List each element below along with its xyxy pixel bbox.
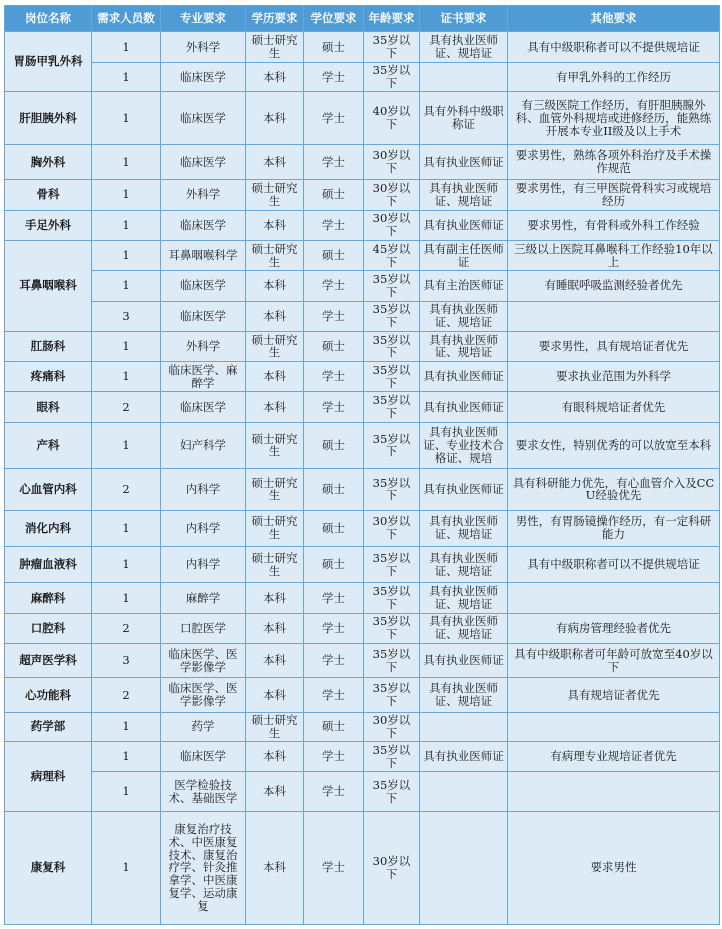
table-row — [5, 271, 720, 301]
header-major: 专业要求 — [161, 6, 246, 32]
degree-cell: 学士 — [304, 210, 364, 240]
education-cell: 本科 — [246, 271, 304, 301]
other-cell: 要求男性，具有规培证者优先 — [508, 331, 720, 361]
degree-cell: 硕士 — [304, 422, 364, 468]
age-cell: 30岁以下 — [364, 811, 420, 924]
other-cell: 有眼科规培证者优先 — [508, 392, 720, 422]
education-cell: 硕士研究生 — [246, 331, 304, 361]
major-cell: 外科学 — [161, 331, 246, 361]
other-cell: 男性，有胃肠镜操作经历，有一定科研能力 — [508, 510, 720, 546]
certificate-cell: 具有执业医师证 — [420, 742, 508, 772]
department-name: 麻醉科 — [5, 583, 92, 613]
department-name: 心血管内科 — [5, 469, 92, 510]
table-row — [5, 362, 720, 392]
education-cell: 硕士研究生 — [246, 32, 304, 63]
department-name: 消化内科 — [5, 510, 92, 546]
degree-cell: 硕士 — [304, 331, 364, 361]
age-cell: 35岁以下 — [364, 271, 420, 301]
table-row — [5, 392, 720, 422]
age-cell: 35岁以下 — [364, 742, 420, 772]
header-certificate: 证书要求 — [420, 6, 508, 32]
major-cell: 临床医学 — [161, 271, 246, 301]
education-cell: 本科 — [246, 392, 304, 422]
count-cell: 1 — [92, 331, 161, 361]
major-cell: 临床医学 — [161, 742, 246, 772]
education-cell: 本科 — [246, 92, 304, 145]
age-cell: 35岁以下 — [364, 362, 420, 392]
major-cell: 临床医学 — [161, 392, 246, 422]
education-cell: 本科 — [246, 613, 304, 643]
certificate-cell: 具有执业医师证、规培证 — [420, 613, 508, 643]
other-cell: 要求执业范围为外科学 — [508, 362, 720, 392]
major-cell: 内科学 — [161, 510, 246, 546]
count-cell: 1 — [92, 583, 161, 613]
department-name: 超声医学科 — [5, 644, 92, 678]
count-cell: 1 — [92, 712, 161, 741]
count-cell: 1 — [92, 240, 161, 270]
other-cell — [508, 712, 720, 741]
certificate-cell: 具有执业医师证、规培证 — [420, 301, 508, 331]
other-cell — [508, 301, 720, 331]
department-name: 口腔科 — [5, 613, 92, 643]
major-cell: 临床医学 — [161, 301, 246, 331]
major-cell: 临床医学 — [161, 210, 246, 240]
age-cell: 35岁以下 — [364, 678, 420, 712]
count-cell: 1 — [92, 510, 161, 546]
count-cell: 2 — [92, 613, 161, 643]
age-cell: 35岁以下 — [364, 392, 420, 422]
degree-cell: 学士 — [304, 742, 364, 772]
other-cell: 要求男性，有骨科或外科工作经验 — [508, 210, 720, 240]
education-cell: 本科 — [246, 742, 304, 772]
certificate-cell — [420, 811, 508, 924]
table-row — [5, 210, 720, 240]
other-cell: 具有科研能力优先，有心血管介入及CCU经验优先 — [508, 469, 720, 510]
degree-cell: 硕士 — [304, 240, 364, 270]
degree-cell: 学士 — [304, 63, 364, 92]
major-cell: 临床医学、医学影像学 — [161, 644, 246, 678]
education-cell: 本科 — [246, 63, 304, 92]
department-name: 胸外科 — [5, 144, 92, 179]
education-cell: 本科 — [246, 772, 304, 811]
department-name: 肿瘤血液科 — [5, 547, 92, 583]
table-row — [5, 331, 720, 361]
degree-cell: 学士 — [304, 392, 364, 422]
major-cell: 临床医学 — [161, 92, 246, 145]
major-cell: 临床医学 — [161, 63, 246, 92]
major-cell: 外科学 — [161, 32, 246, 63]
education-cell: 硕士研究生 — [246, 547, 304, 583]
department-name: 骨科 — [5, 180, 92, 210]
department-name: 疼痛科 — [5, 362, 92, 392]
education-cell: 硕士研究生 — [246, 180, 304, 210]
education-cell: 本科 — [246, 301, 304, 331]
degree-cell: 硕士 — [304, 547, 364, 583]
education-cell: 硕士研究生 — [246, 712, 304, 741]
certificate-cell: 具有执业医师证 — [420, 210, 508, 240]
table-row — [5, 811, 720, 924]
department-name: 耳鼻咽喉科 — [5, 240, 92, 331]
count-cell: 1 — [92, 63, 161, 92]
other-cell — [508, 583, 720, 613]
major-cell: 外科学 — [161, 180, 246, 210]
education-cell: 本科 — [246, 362, 304, 392]
age-cell: 30岁以下 — [364, 180, 420, 210]
count-cell: 1 — [92, 180, 161, 210]
other-cell: 具有中级职称者可年龄可放宽至40岁以下 — [508, 644, 720, 678]
department-name: 眼科 — [5, 392, 92, 422]
degree-cell: 硕士 — [304, 510, 364, 546]
department-name: 手足外科 — [5, 210, 92, 240]
count-cell: 1 — [92, 811, 161, 924]
degree-cell: 硕士 — [304, 469, 364, 510]
age-cell: 30岁以下 — [364, 510, 420, 546]
major-cell: 麻醉学 — [161, 583, 246, 613]
department-name: 病理科 — [5, 742, 92, 812]
table-row — [5, 772, 720, 811]
degree-cell: 学士 — [304, 301, 364, 331]
certificate-cell: 具有执业医师证、规培证 — [420, 583, 508, 613]
table-row — [5, 92, 720, 145]
age-cell: 35岁以下 — [364, 422, 420, 468]
education-cell: 本科 — [246, 144, 304, 179]
other-cell: 有病理专业规培证者优先 — [508, 742, 720, 772]
certificate-cell: 具有执业医师证 — [420, 392, 508, 422]
count-cell: 3 — [92, 644, 161, 678]
table-row — [5, 742, 720, 772]
education-cell: 硕士研究生 — [246, 240, 304, 270]
education-cell: 本科 — [246, 583, 304, 613]
table-row — [5, 712, 720, 741]
education-cell: 本科 — [246, 811, 304, 924]
certificate-cell: 具有执业医师证、规培证 — [420, 180, 508, 210]
major-cell: 药学 — [161, 712, 246, 741]
age-cell: 35岁以下 — [364, 63, 420, 92]
other-cell: 有病房管理经验者优先 — [508, 613, 720, 643]
certificate-cell: 具有外科中级职称证 — [420, 92, 508, 145]
certificate-cell: 具有主治医师证 — [420, 271, 508, 301]
table-row — [5, 644, 720, 678]
count-cell: 1 — [92, 92, 161, 145]
certificate-cell: 具有执业医师证、规培证 — [420, 32, 508, 63]
education-cell: 本科 — [246, 210, 304, 240]
major-cell: 临床医学、麻醉学 — [161, 362, 246, 392]
table-row — [5, 583, 720, 613]
other-cell: 三级以上医院耳鼻喉科工作经验10年以上 — [508, 240, 720, 270]
header-position: 岗位名称 — [5, 6, 92, 32]
degree-cell: 学士 — [304, 583, 364, 613]
major-cell: 妇产科学 — [161, 422, 246, 468]
certificate-cell: 具有执业医师证、规培证 — [420, 547, 508, 583]
major-cell: 内科学 — [161, 547, 246, 583]
certificate-cell: 具有执业医师证、规培证 — [420, 678, 508, 712]
other-cell: 要求男性 — [508, 811, 720, 924]
certificate-cell: 具有执业医师证、专业技术合格证、规培 — [420, 422, 508, 468]
other-cell: 要求男性，有三甲医院骨科实习或规培经历 — [508, 180, 720, 210]
other-cell: 有睡眠呼吸监测经验者优先 — [508, 271, 720, 301]
table-row — [5, 613, 720, 643]
header-row — [5, 6, 720, 32]
major-cell: 耳鼻咽喉科学 — [161, 240, 246, 270]
department-name: 肝胆胰外科 — [5, 92, 92, 145]
department-name: 产科 — [5, 422, 92, 468]
education-cell: 本科 — [246, 644, 304, 678]
recruitment-table — [4, 5, 720, 925]
age-cell: 35岁以下 — [364, 583, 420, 613]
other-cell — [508, 772, 720, 811]
degree-cell: 硕士 — [304, 180, 364, 210]
table-row — [5, 678, 720, 712]
degree-cell: 学士 — [304, 92, 364, 145]
department-name: 心功能科 — [5, 678, 92, 712]
other-cell: 具有中级职称者可以不提供规培证 — [508, 32, 720, 63]
major-cell: 内科学 — [161, 469, 246, 510]
education-cell: 硕士研究生 — [246, 422, 304, 468]
table-row — [5, 63, 720, 92]
degree-cell: 硕士 — [304, 712, 364, 741]
department-name: 肛肠科 — [5, 331, 92, 361]
other-cell: 要求女性，特别优秀的可以放宽至本科 — [508, 422, 720, 468]
age-cell: 35岁以下 — [364, 301, 420, 331]
degree-cell: 学士 — [304, 644, 364, 678]
certificate-cell — [420, 712, 508, 741]
major-cell: 医学检验技术、基础医学 — [161, 772, 246, 811]
table-row — [5, 180, 720, 210]
age-cell: 35岁以下 — [364, 331, 420, 361]
major-cell: 口腔医学 — [161, 613, 246, 643]
count-cell: 1 — [92, 271, 161, 301]
table-row — [5, 510, 720, 546]
degree-cell: 学士 — [304, 362, 364, 392]
age-cell: 40岁以下 — [364, 92, 420, 145]
age-cell: 30岁以下 — [364, 210, 420, 240]
department-name: 胃肠甲乳外科 — [5, 32, 92, 92]
count-cell: 1 — [92, 32, 161, 63]
age-cell: 35岁以下 — [364, 613, 420, 643]
department-name: 药学部 — [5, 712, 92, 741]
table-row — [5, 240, 720, 270]
education-cell: 本科 — [246, 678, 304, 712]
other-cell: 具有规培证者优先 — [508, 678, 720, 712]
table-row — [5, 301, 720, 331]
count-cell: 2 — [92, 678, 161, 712]
degree-cell: 学士 — [304, 144, 364, 179]
header-age: 年龄要求 — [364, 6, 420, 32]
other-cell: 有甲乳外科的工作经历 — [508, 63, 720, 92]
header-other: 其他要求 — [508, 6, 720, 32]
certificate-cell: 具有执业医师证 — [420, 362, 508, 392]
age-cell: 45岁以下 — [364, 240, 420, 270]
table-row — [5, 469, 720, 510]
age-cell: 30岁以下 — [364, 144, 420, 179]
certificate-cell: 具有副主任医师证 — [420, 240, 508, 270]
certificate-cell — [420, 63, 508, 92]
certificate-cell: 具有执业医师证、规培证 — [420, 331, 508, 361]
count-cell: 1 — [92, 362, 161, 392]
certificate-cell: 具有执业医师证、规培证 — [420, 510, 508, 546]
degree-cell: 学士 — [304, 678, 364, 712]
education-cell: 硕士研究生 — [246, 510, 304, 546]
major-cell: 康复治疗技术、中医康复技术、康复治疗学、针灸推拿学、中医康复学、运动康复 — [161, 811, 246, 924]
age-cell: 35岁以下 — [364, 32, 420, 63]
count-cell: 1 — [92, 547, 161, 583]
count-cell: 1 — [92, 422, 161, 468]
degree-cell: 硕士 — [304, 32, 364, 63]
count-cell: 3 — [92, 301, 161, 331]
certificate-cell: 具有执业医师证 — [420, 144, 508, 179]
count-cell: 1 — [92, 210, 161, 240]
age-cell: 35岁以下 — [364, 547, 420, 583]
other-cell: 要求男性，熟练各项外科治疗及手术操作规范 — [508, 144, 720, 179]
table-row — [5, 547, 720, 583]
certificate-cell — [420, 772, 508, 811]
department-name: 康复科 — [5, 811, 92, 924]
certificate-cell: 具有执业医师证 — [420, 644, 508, 678]
degree-cell: 学士 — [304, 772, 364, 811]
certificate-cell: 具有执业医师证 — [420, 469, 508, 510]
major-cell: 临床医学、医学影像学 — [161, 678, 246, 712]
count-cell: 1 — [92, 144, 161, 179]
table-row — [5, 32, 720, 63]
degree-cell: 学士 — [304, 271, 364, 301]
age-cell: 35岁以下 — [364, 644, 420, 678]
degree-cell: 学士 — [304, 613, 364, 643]
count-cell: 1 — [92, 772, 161, 811]
major-cell: 临床医学 — [161, 144, 246, 179]
education-cell: 硕士研究生 — [246, 469, 304, 510]
age-cell: 35岁以下 — [364, 772, 420, 811]
degree-cell: 学士 — [304, 811, 364, 924]
count-cell: 2 — [92, 392, 161, 422]
age-cell: 35岁以下 — [364, 469, 420, 510]
table-row — [5, 144, 720, 179]
table-row — [5, 422, 720, 468]
age-cell: 30岁以下 — [364, 712, 420, 741]
header-count: 需求人员数 — [92, 6, 161, 32]
header-degree: 学位要求 — [304, 6, 364, 32]
other-cell: 有三级医院工作经历，有肝胆胰腺外科、血管外科规培或进修经历，能熟练开展本专业II级及以上手术 — [508, 92, 720, 145]
other-cell: 具有中级职称者可以不提供规培证 — [508, 547, 720, 583]
count-cell: 2 — [92, 469, 161, 510]
header-education: 学历要求 — [246, 6, 304, 32]
count-cell: 1 — [92, 742, 161, 772]
